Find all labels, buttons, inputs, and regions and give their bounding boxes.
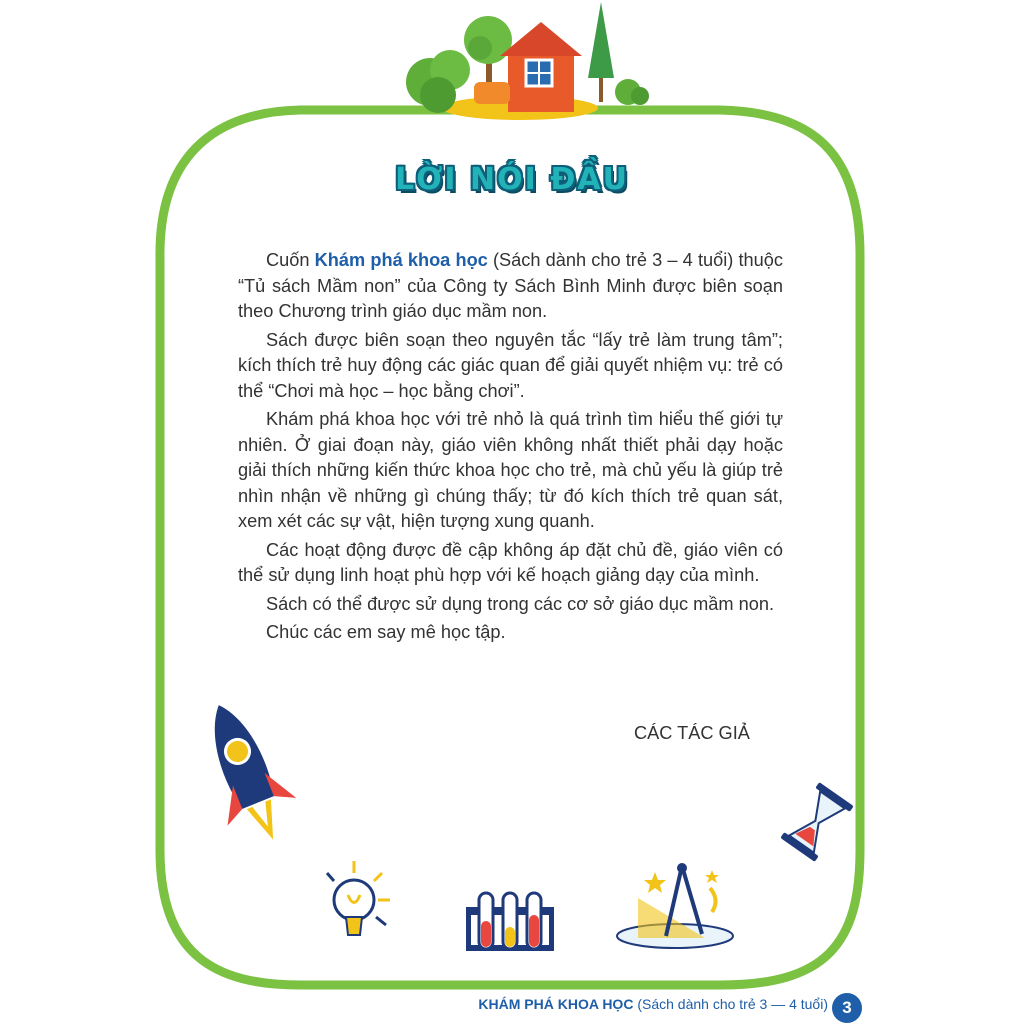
paragraph-6: Chúc các em say mê học tập. [266, 622, 506, 642]
page-title: LỜI NÓI ĐẦU [395, 162, 629, 197]
compass-icon [610, 858, 735, 958]
paragraph-1-rest: (Sách dành cho trẻ 3 – 4 tuổi) thuộc “Tủ sách Mầm non” của Công ty Sách Bình Minh được biên soạn theo Chương trình giáo dục mầm non. [238, 250, 783, 321]
pine-tree-icon [588, 2, 614, 102]
footer-book-title: KHÁM PHÁ KHOA HỌC [478, 996, 634, 1012]
paragraph-5: Sách có thể được sử dụng trong các cơ sở giáo dục mầm non. [266, 593, 774, 614]
paragraph-1-lead: Cuốn [266, 250, 315, 270]
paragraph-2: Sách được biên soạn theo nguyên tắc “lấy trẻ làm trung tâm”; kích thích trẻ huy động các giác quan để giải quyết nhiệm vụ: trẻ có thể “Chơi mà học – học bằng chơi”. [238, 329, 783, 401]
rocket-icon [190, 695, 300, 845]
test-tubes-icon [460, 885, 560, 960]
book-title: Khám phá khoa học [314, 250, 488, 270]
signature: CÁC TÁC GIẢ [634, 723, 750, 743]
footer-subtitle: (Sách dành cho trẻ 3 — 4 tuổi) [633, 996, 828, 1012]
hourglass-icon [782, 782, 852, 862]
footer-running-title [478, 996, 828, 1012]
paragraph-1 [238, 248, 783, 325]
paragraph-3: Khám phá khoa học với trẻ nhỏ là quá trình tìm hiểu thế giới tự nhiên. Ở giai đoạn này, giáo viên không nhất thiết phải dạy hoặc giải thích những kiến thức khoa học cho trẻ, mà chủ yếu là giúp trẻ nhìn nhận về những gì chúng thấy; từ đó kích thích trẻ quan sát, xem xét các sự vật, hiện tượng xung quanh. [238, 409, 783, 531]
page-number: 3 [832, 993, 862, 1023]
house-scene-icon [400, 0, 660, 120]
foreword-body [238, 248, 783, 649]
paragraph-4: Các hoạt động được đề cập không áp đặt chủ đề, giáo viên có thể sử dụng linh hoạt phù hợp với kế hoạch giảng dạy của mình. [238, 539, 783, 585]
light-bulb-icon [318, 855, 398, 955]
small-bush-icon [615, 79, 649, 105]
